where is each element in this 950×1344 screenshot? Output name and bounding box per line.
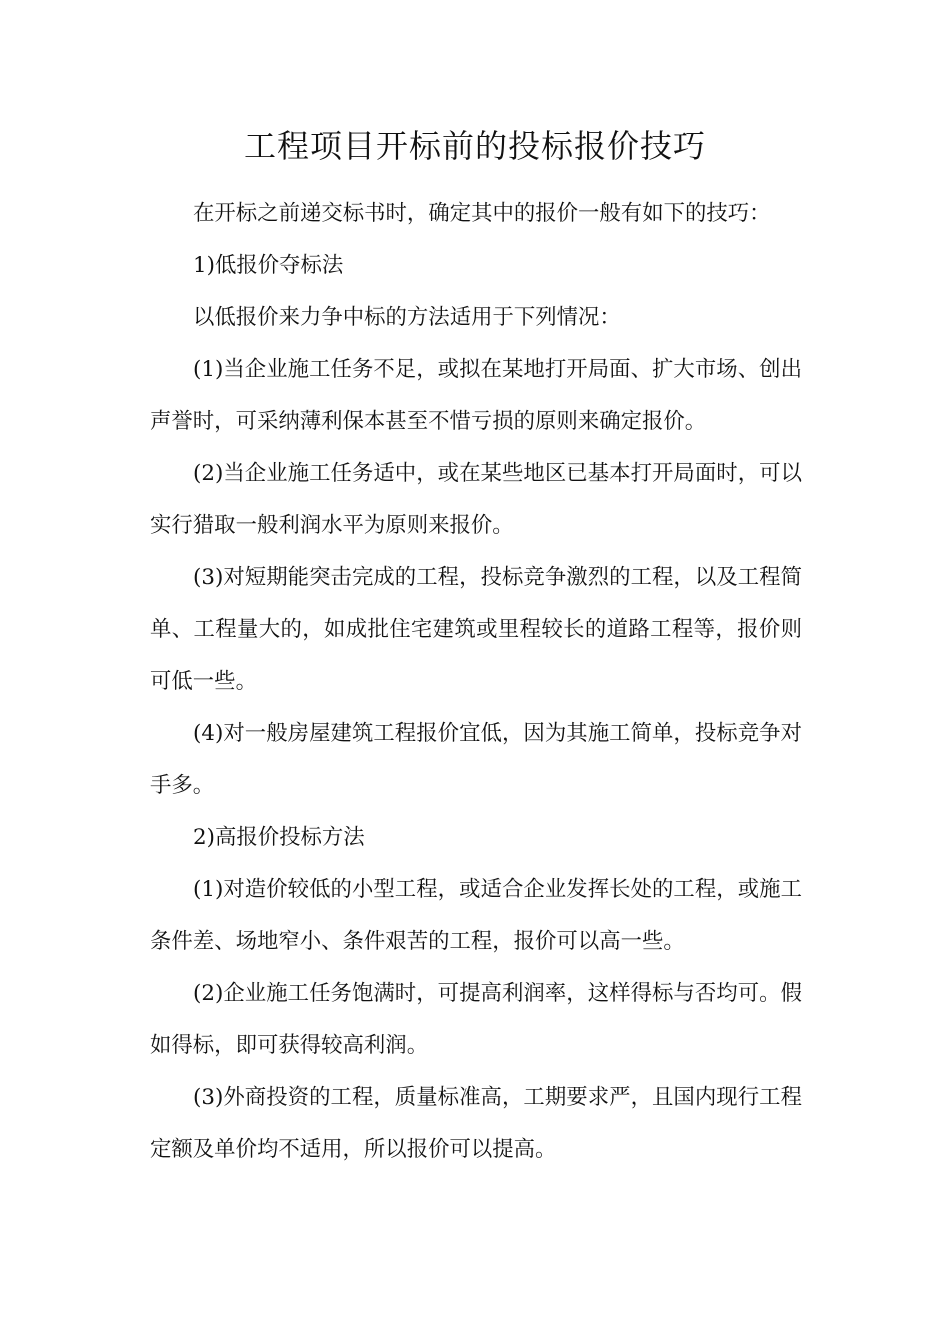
paragraph-low-price-2: (2)当企业施工任务适中，或在某些地区已基本打开局面时，可以实行猎取一般利润水平为原则来报价。 (150, 461, 802, 538)
paragraph-intro: 在开标之前递交标书时，确定其中的报价一般有如下的技巧： (193, 201, 771, 226)
paragraph-low-price-1: (1)当企业施工任务不足，或拟在某地打开局面、扩大市场、创出声誉时，可采纳薄利保本甚至不惜亏损的原则来确定报价。 (150, 357, 802, 434)
document-body (150, 188, 802, 1176)
document-title: 工程项目开标前的投标报价技巧 (243, 127, 706, 165)
paragraph-high-price-3: (3)外商投资的工程，质量标准高，工期要求严，且国内现行工程定额及单价均不适用，所以报价可以提高。 (150, 1085, 802, 1162)
paragraph-high-price-1: (1)对造价较低的小型工程，或适合企业发挥长处的工程，或施工条件差、场地窄小、条件艰苦的工程，报价可以高一些。 (150, 877, 802, 954)
paragraph-low-price-4: (4)对一般房屋建筑工程报价宜低，因为其施工简单，投标竞争对手多。 (150, 721, 802, 798)
heading-low-price: 1)低报价夺标法 (193, 253, 344, 278)
paragraph-high-price-2: (2)企业施工任务饱满时，可提高利润率，这样得标与否均可。假如得标，即可获得较高利润。 (150, 981, 802, 1058)
paragraph-low-price-3: (3)对短期能突击完成的工程，投标竞争激烈的工程，以及工程简单、工程量大的，如成批住宅建筑或里程较长的道路工程等，报价则可低一些。 (150, 565, 802, 694)
paragraph-low-price-intro: 以低报价来力争中标的方法适用于下列情况： (193, 305, 621, 330)
heading-high-price: 2)高报价投标方法 (193, 825, 365, 850)
